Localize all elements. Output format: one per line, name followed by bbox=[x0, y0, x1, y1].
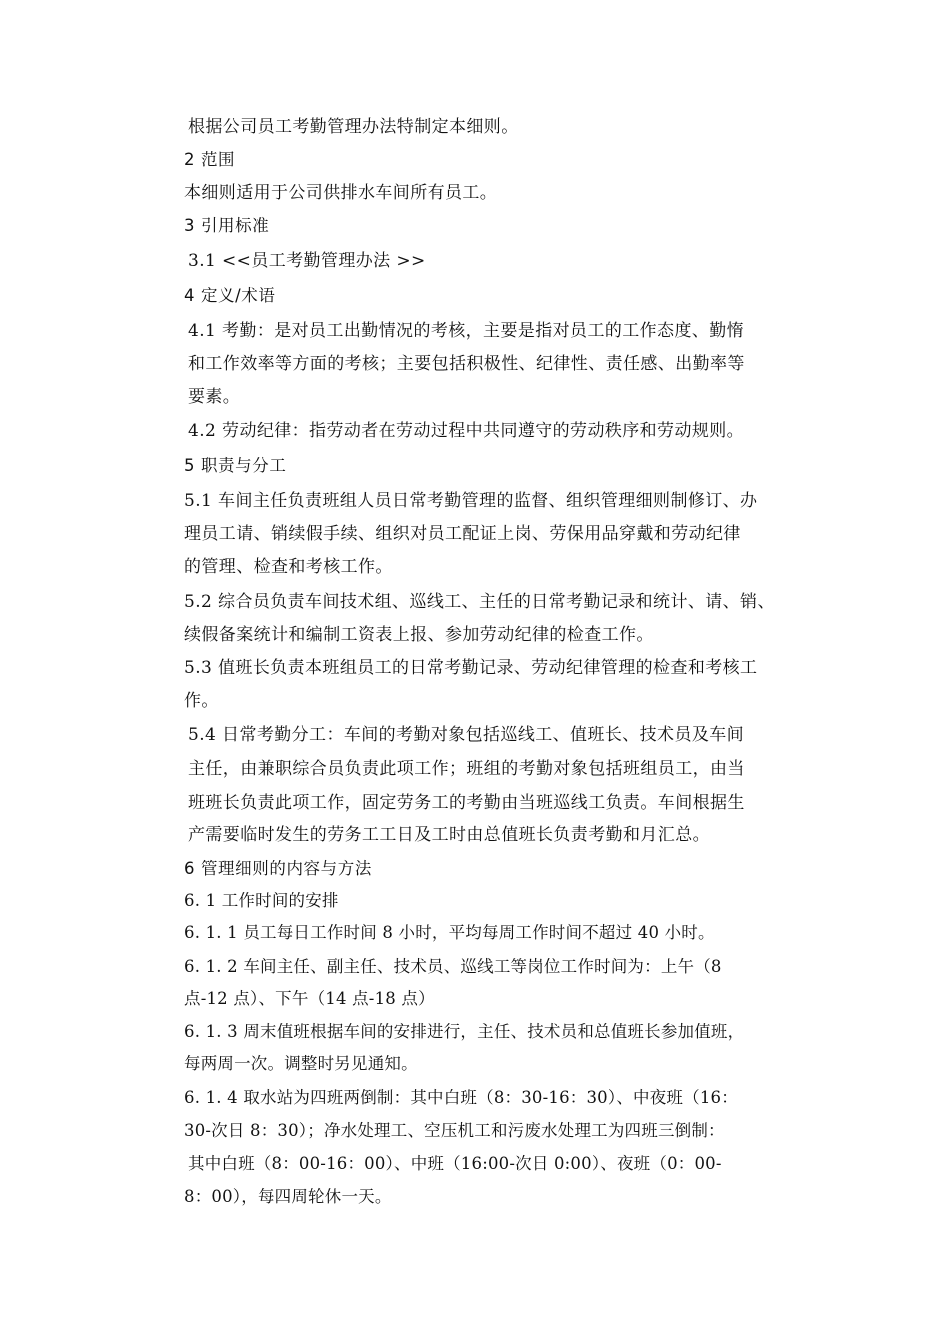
section-heading: 6 管理细则的内容与方法 bbox=[184, 859, 372, 878]
text-line: 5.1 车间主任负责班组人员日常考勤管理的监督、组织管理细则制修订、办 bbox=[184, 491, 758, 511]
text-line: 的管理、检查和考核工作。 bbox=[184, 557, 393, 577]
text-line: 要素。 bbox=[188, 387, 241, 407]
section-heading: 4 定义/术语 bbox=[184, 286, 276, 305]
text-line: 8：00），每四周轮休一天。 bbox=[184, 1187, 392, 1206]
text-line: 6. 1. 2 车间主任、副主任、技术员、巡线工等岗位工作时间为：上午（8 bbox=[184, 957, 722, 976]
text-line: 3.1 <<员工考勤管理办法 >> bbox=[188, 251, 426, 271]
text-line: 根据公司员工考勤管理办法特制定本细则。 bbox=[188, 117, 519, 137]
text-line: 本细则适用于公司供排水车间所有员工。 bbox=[184, 183, 498, 203]
text-line: 续假备案统计和编制工资表上报、参加劳动纪律的检查工作。 bbox=[184, 625, 654, 645]
text-line: 4.2 劳动纪律：指劳动者在劳动过程中共同遵守的劳动秩序和劳动规则。 bbox=[188, 421, 745, 441]
text-line: 产需要临时发生的劳务工工日及工时由总值班长负责考勤和月汇总。 bbox=[188, 825, 710, 845]
text-line: 其中白班（8：00-16：00）、中班（16:00-次日 0:00）、夜班（0：00- bbox=[188, 1154, 722, 1173]
text-line: 5.2 综合员负责车间技术组、巡线工、主任的日常考勤记录和统计、请、销、 bbox=[184, 592, 775, 612]
text-line: 30-次日 8：30）；净水处理工、空压机工和污废水处理工为四班三倒制： bbox=[184, 1121, 725, 1140]
text-line: 4.1 考勤：是对员工出勤情况的考核，主要是指对员工的工作态度、勤惰 bbox=[188, 321, 745, 341]
text-line: 6. 1 工作时间的安排 bbox=[184, 891, 339, 910]
text-line: 6. 1. 1 员工每日工作时间 8 小时，平均每周工作时间不超过 40 小时。 bbox=[184, 923, 715, 942]
text-line: 作。 bbox=[184, 691, 219, 711]
text-line: 5.3 值班长负责本班组员工的日常考勤记录、劳动纪律管理的检查和考核工 bbox=[184, 658, 758, 678]
section-heading: 5 职责与分工 bbox=[184, 456, 287, 475]
section-heading: 2 范围 bbox=[184, 150, 236, 169]
text-line: 每两周一次。调整时另见通知。 bbox=[184, 1054, 418, 1073]
text-line: 主任，由兼职综合员负责此项工作；班组的考勤对象包括班组员工，由当 bbox=[188, 759, 745, 779]
text-line: 班班长负责此项工作，固定劳务工的考勤由当班巡线工负责。车间根据生 bbox=[188, 793, 745, 813]
text-line: 5.4 日常考勤分工：车间的考勤对象包括巡线工、值班长、技术员及车间 bbox=[188, 725, 745, 745]
text-line: 6. 1. 3 周末值班根据车间的安排进行，主任、技术员和总值班长参加值班， bbox=[184, 1022, 745, 1041]
text-line: 6. 1. 4 取水站为四班两倒制：其中白班（8：30-16：30）、中夜班（16： bbox=[184, 1088, 738, 1107]
section-heading: 3 引用标准 bbox=[184, 216, 270, 235]
text-line: 理员工请、销续假手续、组织对员工配证上岗、劳保用品穿戴和劳动纪律 bbox=[184, 524, 741, 544]
text-line: 和工作效率等方面的考核；主要包括积极性、纪律性、责任感、出勤率等 bbox=[188, 354, 745, 374]
text-line: 点-12 点）、下午（14 点-18 点） bbox=[184, 989, 435, 1008]
